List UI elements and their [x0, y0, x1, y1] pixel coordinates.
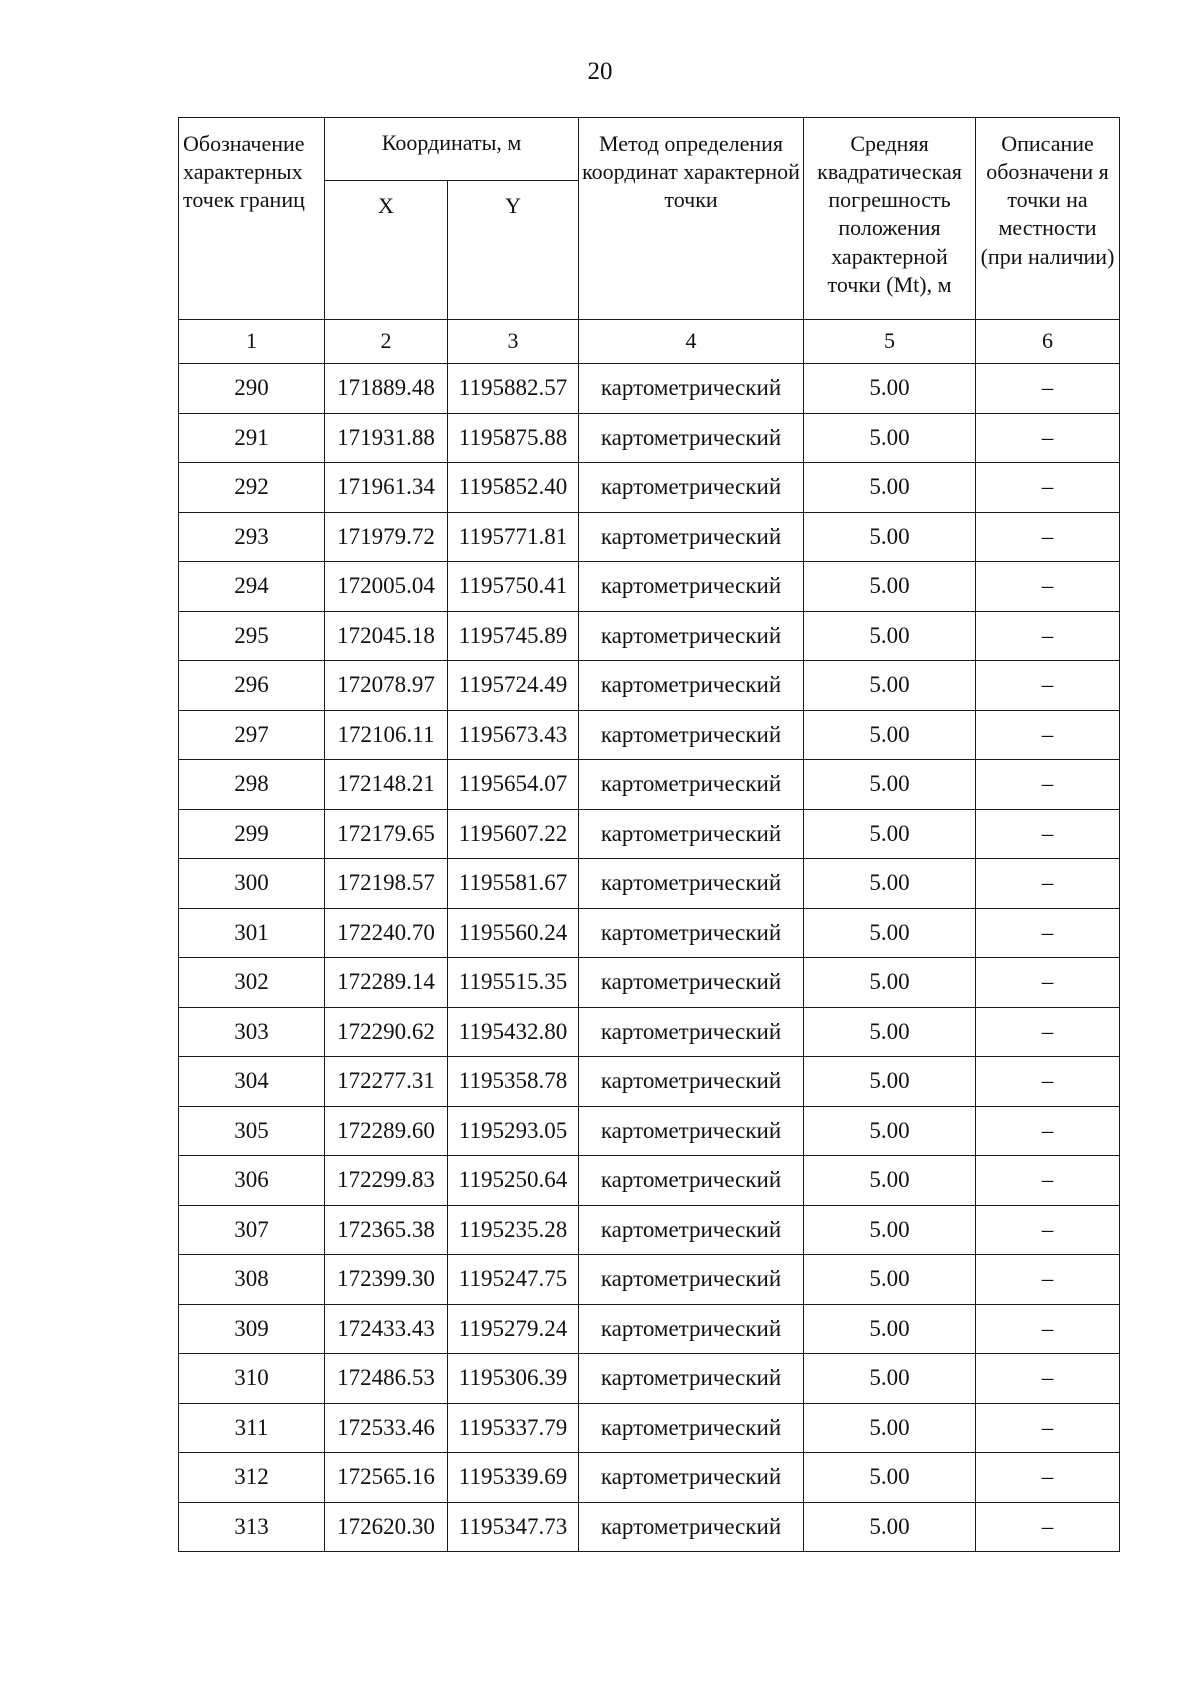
method-cell: картометрический: [579, 1255, 804, 1305]
x-coordinate-cell: 172045.18: [325, 611, 448, 661]
error-cell: 5.00: [804, 1502, 976, 1552]
y-coordinate-cell: 1195724.49: [448, 661, 579, 711]
y-coordinate-cell: 1195771.81: [448, 512, 579, 562]
table-row: [179, 1255, 1120, 1305]
error-cell: 5.00: [804, 1007, 976, 1057]
method-cell: картометрический: [579, 1403, 804, 1453]
error-cell: 5.00: [804, 364, 976, 414]
point-cell: 292: [179, 463, 325, 513]
point-cell: 291: [179, 413, 325, 463]
method-cell: картометрический: [579, 413, 804, 463]
point-cell: 313: [179, 1502, 325, 1552]
y-coordinate-cell: 1195750.41: [448, 562, 579, 612]
description-cell: –: [976, 1403, 1120, 1453]
x-coordinate-cell: 172005.04: [325, 562, 448, 612]
description-cell: –: [976, 463, 1120, 513]
y-coordinate-cell: 1195306.39: [448, 1354, 579, 1404]
y-coordinate-cell: 1195279.24: [448, 1304, 579, 1354]
header-description: Описание обозначени я точки на местности (при наличии): [976, 118, 1120, 320]
method-cell: картометрический: [579, 710, 804, 760]
table-row: [179, 661, 1120, 711]
table-row: [179, 1106, 1120, 1156]
error-cell: 5.00: [804, 1057, 976, 1107]
y-coordinate-cell: 1195235.28: [448, 1205, 579, 1255]
x-coordinate-cell: 172148.21: [325, 760, 448, 810]
coordinates-table: [178, 117, 1120, 1552]
table-row: [179, 1403, 1120, 1453]
column-number: 4: [579, 320, 804, 364]
description-cell: –: [976, 1007, 1120, 1057]
table-row: [179, 908, 1120, 958]
table-row: [179, 760, 1120, 810]
description-cell: –: [976, 859, 1120, 909]
method-cell: картометрический: [579, 463, 804, 513]
column-number: 3: [448, 320, 579, 364]
table-row: [179, 710, 1120, 760]
column-number-row: [179, 320, 1120, 364]
method-cell: картометрический: [579, 661, 804, 711]
description-cell: –: [976, 1502, 1120, 1552]
point-cell: 301: [179, 908, 325, 958]
error-cell: 5.00: [804, 859, 976, 909]
x-coordinate-cell: 171979.72: [325, 512, 448, 562]
description-cell: –: [976, 611, 1120, 661]
column-number: 6: [976, 320, 1120, 364]
table-row: [179, 1304, 1120, 1354]
point-cell: 306: [179, 1156, 325, 1206]
error-cell: 5.00: [804, 1403, 976, 1453]
error-cell: 5.00: [804, 463, 976, 513]
error-cell: 5.00: [804, 1255, 976, 1305]
header-x: X: [325, 181, 448, 320]
x-coordinate-cell: 172290.62: [325, 1007, 448, 1057]
x-coordinate-cell: 172106.11: [325, 710, 448, 760]
error-cell: 5.00: [804, 760, 976, 810]
x-coordinate-cell: 172533.46: [325, 1403, 448, 1453]
description-cell: –: [976, 1255, 1120, 1305]
point-cell: 294: [179, 562, 325, 612]
method-cell: картометрический: [579, 908, 804, 958]
error-cell: 5.00: [804, 661, 976, 711]
column-number: 1: [179, 320, 325, 364]
error-cell: 5.00: [804, 562, 976, 612]
table-row: [179, 562, 1120, 612]
x-coordinate-cell: 172565.16: [325, 1453, 448, 1503]
table-row: [179, 413, 1120, 463]
method-cell: картометрический: [579, 809, 804, 859]
y-coordinate-cell: 1195673.43: [448, 710, 579, 760]
y-coordinate-cell: 1195337.79: [448, 1403, 579, 1453]
description-cell: –: [976, 1156, 1120, 1206]
x-coordinate-cell: 172289.14: [325, 958, 448, 1008]
description-cell: –: [976, 512, 1120, 562]
description-cell: –: [976, 908, 1120, 958]
x-coordinate-cell: 172433.43: [325, 1304, 448, 1354]
table-row: [179, 463, 1120, 513]
y-coordinate-cell: 1195515.35: [448, 958, 579, 1008]
point-cell: 298: [179, 760, 325, 810]
column-number: 5: [804, 320, 976, 364]
point-cell: 302: [179, 958, 325, 1008]
x-coordinate-cell: 171931.88: [325, 413, 448, 463]
y-coordinate-cell: 1195347.73: [448, 1502, 579, 1552]
header-method: Метод определения координат характерной точки: [579, 118, 804, 320]
error-cell: 5.00: [804, 908, 976, 958]
description-cell: –: [976, 364, 1120, 414]
description-cell: –: [976, 1205, 1120, 1255]
y-coordinate-cell: 1195247.75: [448, 1255, 579, 1305]
point-cell: 312: [179, 1453, 325, 1503]
y-coordinate-cell: 1195745.89: [448, 611, 579, 661]
description-cell: –: [976, 661, 1120, 711]
point-cell: 297: [179, 710, 325, 760]
table-row: [179, 1156, 1120, 1206]
table-row: [179, 1205, 1120, 1255]
error-cell: 5.00: [804, 611, 976, 661]
point-cell: 300: [179, 859, 325, 909]
method-cell: картометрический: [579, 1057, 804, 1107]
description-cell: –: [976, 958, 1120, 1008]
point-cell: 311: [179, 1403, 325, 1453]
error-cell: 5.00: [804, 1304, 976, 1354]
x-coordinate-cell: 172277.31: [325, 1057, 448, 1107]
page-number: 20: [587, 58, 613, 85]
method-cell: картометрический: [579, 611, 804, 661]
method-cell: картометрический: [579, 1007, 804, 1057]
error-cell: 5.00: [804, 809, 976, 859]
description-cell: –: [976, 1354, 1120, 1404]
header-y: Y: [448, 181, 579, 320]
table-row: [179, 1007, 1120, 1057]
x-coordinate-cell: 172198.57: [325, 859, 448, 909]
method-cell: картометрический: [579, 958, 804, 1008]
x-coordinate-cell: 172299.83: [325, 1156, 448, 1206]
x-coordinate-cell: 171961.34: [325, 463, 448, 513]
method-cell: картометрический: [579, 760, 804, 810]
method-cell: картометрический: [579, 1453, 804, 1503]
error-cell: 5.00: [804, 413, 976, 463]
table-row: [179, 859, 1120, 909]
header-coordinates: Координаты, м: [325, 118, 579, 181]
point-cell: 305: [179, 1106, 325, 1156]
x-coordinate-cell: 172620.30: [325, 1502, 448, 1552]
x-coordinate-cell: 172365.38: [325, 1205, 448, 1255]
point-cell: 310: [179, 1354, 325, 1404]
y-coordinate-cell: 1195293.05: [448, 1106, 579, 1156]
table-row: [179, 512, 1120, 562]
point-cell: 296: [179, 661, 325, 711]
point-cell: 295: [179, 611, 325, 661]
point-cell: 309: [179, 1304, 325, 1354]
description-cell: –: [976, 562, 1120, 612]
y-coordinate-cell: 1195607.22: [448, 809, 579, 859]
x-coordinate-cell: 172179.65: [325, 809, 448, 859]
method-cell: картометрический: [579, 512, 804, 562]
x-coordinate-cell: 171889.48: [325, 364, 448, 414]
y-coordinate-cell: 1195250.64: [448, 1156, 579, 1206]
table-row: [179, 611, 1120, 661]
error-cell: 5.00: [804, 1156, 976, 1206]
table-row: [179, 364, 1120, 414]
x-coordinate-cell: 172486.53: [325, 1354, 448, 1404]
table-body: [179, 364, 1120, 1552]
y-coordinate-cell: 1195654.07: [448, 760, 579, 810]
error-cell: 5.00: [804, 1205, 976, 1255]
table-row: [179, 809, 1120, 859]
method-cell: картометрический: [579, 1354, 804, 1404]
y-coordinate-cell: 1195339.69: [448, 1453, 579, 1503]
table-row: [179, 1502, 1120, 1552]
error-cell: 5.00: [804, 958, 976, 1008]
point-cell: 303: [179, 1007, 325, 1057]
table-row: [179, 958, 1120, 1008]
x-coordinate-cell: 172399.30: [325, 1255, 448, 1305]
description-cell: –: [976, 1304, 1120, 1354]
table-row: [179, 1354, 1120, 1404]
method-cell: картометрический: [579, 1502, 804, 1552]
description-cell: –: [976, 809, 1120, 859]
table-row: [179, 1057, 1120, 1107]
method-cell: картометрический: [579, 1205, 804, 1255]
point-cell: 307: [179, 1205, 325, 1255]
point-cell: 293: [179, 512, 325, 562]
point-cell: 290: [179, 364, 325, 414]
table-row: [179, 1453, 1120, 1503]
header-designation: Обозначение характерных точек границ: [179, 118, 325, 320]
error-cell: 5.00: [804, 1354, 976, 1404]
point-cell: 299: [179, 809, 325, 859]
x-coordinate-cell: 172289.60: [325, 1106, 448, 1156]
column-number: 2: [325, 320, 448, 364]
description-cell: –: [976, 1453, 1120, 1503]
x-coordinate-cell: 172078.97: [325, 661, 448, 711]
point-cell: 308: [179, 1255, 325, 1305]
description-cell: –: [976, 1106, 1120, 1156]
y-coordinate-cell: 1195432.80: [448, 1007, 579, 1057]
error-cell: 5.00: [804, 710, 976, 760]
error-cell: 5.00: [804, 1453, 976, 1503]
error-cell: 5.00: [804, 1106, 976, 1156]
table-header: [179, 118, 1120, 364]
description-cell: –: [976, 760, 1120, 810]
y-coordinate-cell: 1195560.24: [448, 908, 579, 958]
header-error: Средняя квадратическая погрешность положения характерной точки (Mt), м: [804, 118, 976, 320]
method-cell: картометрический: [579, 1304, 804, 1354]
y-coordinate-cell: 1195875.88: [448, 413, 579, 463]
description-cell: –: [976, 710, 1120, 760]
x-coordinate-cell: 172240.70: [325, 908, 448, 958]
y-coordinate-cell: 1195358.78: [448, 1057, 579, 1107]
point-cell: 304: [179, 1057, 325, 1107]
method-cell: картометрический: [579, 1106, 804, 1156]
y-coordinate-cell: 1195882.57: [448, 364, 579, 414]
description-cell: –: [976, 413, 1120, 463]
y-coordinate-cell: 1195581.67: [448, 859, 579, 909]
method-cell: картометрический: [579, 1156, 804, 1206]
method-cell: картометрический: [579, 562, 804, 612]
description-cell: –: [976, 1057, 1120, 1107]
y-coordinate-cell: 1195852.40: [448, 463, 579, 513]
error-cell: 5.00: [804, 512, 976, 562]
method-cell: картометрический: [579, 859, 804, 909]
method-cell: картометрический: [579, 364, 804, 414]
